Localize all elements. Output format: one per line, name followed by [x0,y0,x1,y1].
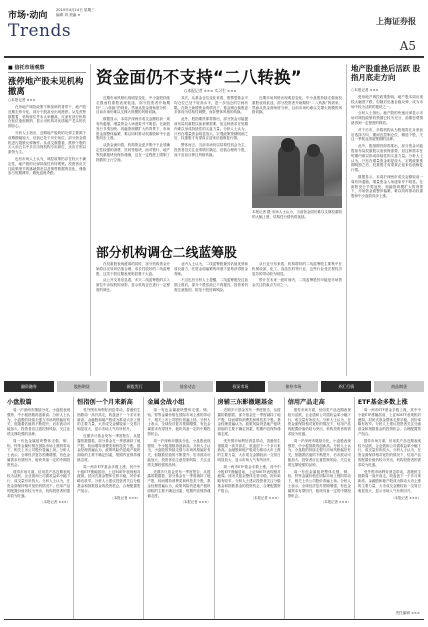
brief-foot: （本报记者 ×××） [391,495,422,500]
main-paragraph: 数据显示，本周沪深两市成交金额较前一周有所萎缩，增量资金入场迹象并不明显。在新股发行节奏加快、再融资规模扩大的背景下，市场资金面整体偏紧，难以同时推动权重股和中小盘股同步上涨。 [96,117,170,141]
brief-text: 周一沪深两市继续分化，小盘股表现强势，中小板指数再创新高。分析人士认为，小盘股的持续走强与市场风格偏好有关，但随着估值的不断提升，后市波动可能加大，投资者应注意控制风险，关注业绩支撑较强的品种。 [287,438,351,467]
brief-text: 债券市场方面，信用类产品近期表现较为活跃，企业债和公司债收益率小幅下行，成交量有所放大。分析人士认为，在资金面保持相对宽松的情况下，信用产品的配置价值仍较为突出，机构投资者的需求较为旺盛。 [357,438,422,467]
index-cell: 权证市场 [216,381,266,392]
brief-text: 近期多只基金发布一季度报告，从披露的数据看，部分基金在一季度减持了地产股，转而增持消费类和科技类个股。基金经理普遍认为，政策风险仍是地产板块面临的主要不确定因素，短期内宜保持谨慎态度。 [217,408,281,436]
left-kicker: ■ 信托市场观察 [8,64,86,73]
main-paragraph: 其次，从基金仓位变化来看，股票型基金平均仓位已处于较高水平，进一步加仓的空间有限。在缺乏新增资金的情况下，基金调仓换股更多体现为结构性调整，而非整体风格的转换。 [174,96,248,115]
brief-foot: （本报记者 ×××） [320,500,351,505]
brief-column [74,397,144,619]
right-byline: ○本报记者 ××× [351,88,379,92]
brief-column [144,397,214,619]
sub-paragraph: 从公开交易信息看，多只二线蓝筹股的买入席位中出现机构身影，显示机构正在进行一定程度的调仓。 [96,278,170,292]
brief-text: 近期多只基金发布一季度报告，从披露的数据看，部分基金在一季度减持了地产股，转而增持消费类和科技类个股。基金经理普遍认为，政策风险仍是地产板块面临的主要不确定因素，短期内宜保持谨慎态度。 [147,469,211,498]
sub-col-3 [252,262,342,288]
brief-title: ETF基金多数上涨 [357,399,408,406]
sub-col-1 [96,262,170,293]
brief-foot: （本报记者 ×××） [110,495,141,500]
brief-text: 周一两市ETF基金多数上涨，其中中小板ETF涨幅居前，上证50ETF表现相对疲弱。封闭式基金整体走势平稳，折价率略有收窄。分析人士建议投资者关注分级基金和指数基金的投资机会，合理配置资产组合。 [77,464,141,493]
trends-wordmark: Trends [8,21,72,41]
right-column [351,86,423,199]
sub-col-2 [174,262,248,293]
photo-caption: 本报记者 摄 市场人士认为，当前资金面仍难以支撑权重股的大幅上涨，结构性行情仍将延续。 [252,210,342,219]
main-paragraph: 近期市场风格出现明显变化，中小盘股持续走强而权重股表现低迷，部分投资者开始期待“二八转换”的到来。然而从资金面角度分析，目前市场仍难以支撑大规模的风格切换。 [252,96,342,115]
right-paragraph: 受房地产调控政策影响，地产股本周出现较大幅度下跌，但随后迅速企稳反弹，成为市场中较为活跃的板块之一。 [351,95,423,109]
main-headline: 资金面仍不支持“二八转换” [96,68,302,87]
brief-text: 周一有色金属板块整体走强，铜、铝、锌等金属价格在国际市场上涨的带动下，相关上市公司股价普遍上扬。分析人士表示，全球经济复苏预期增强，有色金属需求有望回升，板块具备一定的中期投资机会。 [147,408,211,436]
main-col-3-top [252,96,342,115]
section-name: 市场·动向 [8,11,48,21]
photo-desk [252,196,342,208]
index-cell: 外汇行情 [321,381,371,392]
right-paragraph: 数据显示，本周沪深两市成交金额较前一周有所萎缩，增量资金入场迹象并不明显。在新股发行节奏加快、再融资规模扩大的背景下，市场资金面整体偏紧，难以同时推动权重股和中小盘股同步上涨。 [351,174,423,199]
main-paragraph: 整体而言，当前市场仍以结构性机会为主，投资者宜关注业绩增长确定、估值合理的个股，而不宜盲目押注风格转换。 [174,143,248,157]
brief-column [285,397,355,619]
brief-foot: （本报记者 ×××） [40,500,71,505]
brief-foot: （本报记者 ×××） [250,495,281,500]
bottom-rule [4,619,424,620]
right-paragraph: 对于后市，多数机构认为股指将在月底前后选择方向，期间宜控制仓位、精选个股，关注一季报业绩超预期的品种。 [351,127,423,142]
index-cell: 商品期货 [374,381,424,392]
main-col-1 [96,96,170,162]
brief-text: 周一沪深两市继续分化，小盘股表现强势，中小板指数再创新高。分析人士认为，小盘股的持续走强与市场风格偏好有关，但随着估值的不断提升，后市波动可能加大，投资者应注意控制风险，关注业绩支撑较强的品种。 [7,408,71,436]
page-editor: 责任编辑 ××× [395,611,420,615]
brief-title: 恒指创一个月来新高 [77,399,133,406]
brief-text: 周一有色金属板块整体走强，铜、铝、锌等金属价格在国际市场上涨的带动下，相关上市公司股价普遍上扬。分析人士表示，全球经济复苏预期增强，有色金属需求有望回升，板块具备一定的中期投资机会。 [287,469,351,498]
index-cell: 融资融券 [4,381,54,392]
index-cell: 债券市场 [268,381,318,392]
right-title: 地产股重挫后活跃 股指月底走方向 [351,64,421,82]
brief-text: 近期多只基金发布一季度报告，从披露的数据看，部分基金在一季度减持了地产股，转而增持消费类和科技类个股。基金经理普遍认为，政策风险仍是地产板块面临的主要不确定因素，短期内宜保持谨慎态度。 [77,433,141,462]
brief-text: 债券市场方面，信用类产品近期表现较为活跃，企业债和公司债收益率小幅下行，成交量有所放大。分析人士认为，在资金面保持相对宽松的情况下，信用产品的配置价值仍较为突出，机构投资者的需求较为旺盛。 [7,469,71,498]
right-paragraph: 此外，股指期货即将推出，部分资金可能提前布局权重股以备套保需要，但这种需求在短期内难以形成持续性的买盘力量。分析人士认为，只有在增量资金明显放大、宏观政策预期明朗之后，权重股才有望真正迎来估值修复行情。 [351,144,423,173]
left-byline: ○本报记者 ××× [8,98,36,102]
brief-title: 金属会战小组 [147,399,185,406]
editor-line: 编辑 刘 美编 × [56,12,81,17]
index-cell: 新股发行 [110,381,160,392]
brief-text: 受外围市场利好消息带动，香港恒生指数周一高开高走，收盘创下一个多月来新高。金融股和地产股成为推动大市上涨的主要力量，大市成交金额较前一交易日明显放大，显示市场人气有所回升。 [357,469,422,493]
left-paragraph: 分析人士指出，近期地产板块的反弹主要源于前期跌幅较大、估值已处于历史低位，部分资金借机进行超跌反弹操作。从成交数据看，涨停个股的买入前五名中多次出现机构专用席位，卖出方则以游资为主。 [8,130,86,155]
date-line [56,8,136,17]
sub-paragraph: 不过也有分析人士提醒，二线蓝筹股经过前期上涨后，部分个股估值已不再便宜，投资者仍需注意甄别，防范个股回调风险。 [174,278,248,292]
left-title: 涨停地产股未见机构撤离 [8,76,84,96]
main-paragraph: 此外，股指期货即将推出，部分资金可能提前布局权重股以备套保需要，但这种需求在短期内难以形成持续性的买盘力量。分析人士认为，只有在增量资金明显放大、宏观政策预期明朗之后，权重股才有望真正迎来估值修复行情。 [174,117,248,141]
photo-person [278,144,300,204]
sub-paragraph: 业内人士认为，二线蓝筹股兼具估值优势和成长潜力，在资金面偏紧的环境下更易获得资金青睐。 [174,262,248,276]
brief-text: 周一沪深两市继续分化，小盘股表现强势，中小板指数再创新高。分析人士认为，小盘股的持续走强与市场风格偏好有关，但随着估值的不断提升，后市波动可能加大，投资者应注意控制风险，关注业绩支撑较强的品种。 [147,438,211,467]
photo-caption-box [252,210,342,220]
left-column [8,64,86,176]
brief-column [355,397,424,619]
brief-title: 信用产品走高 [287,399,325,406]
news-photo [252,136,342,208]
main-paragraph: 近期市场风格出现明显变化，中小盘股持续走强而权重股表现低迷，部分投资者开始期待“二八转换”的到来。然而从资金面角度分析，目前市场仍难以支撑大规模的风格切换。 [96,96,170,115]
brief-title: 小盘股篇 [7,399,32,406]
photo-person-head [281,138,295,152]
index-cell: 股指期货 [57,381,107,392]
page-header [4,4,424,60]
brief-text: 周一两市ETF基金多数上涨，其中中小板ETF涨幅居前，上证50ETF表现相对疲弱。封闭式基金整体走势平稳，折价率略有收窄。分析人士建议投资者关注分级基金和指数基金的投资机会，合理配置资产组合。 [217,464,281,493]
brief-text: 受外围市场利好消息带动，香港恒生指数周一高开高走，收盘创下一个多月来新高。金融股和地产股成为推动大市上涨的主要力量，大市成交金额较前一交易日明显放大，显示市场人气有所回升。 [217,438,281,462]
newspaper-page [4,4,424,623]
page-number: A5 [399,39,416,53]
main-col-2 [174,96,248,158]
index-cell: 基金动态 [163,381,213,392]
left-paragraph: 在房地产调控政策不断加码的背景下，地产股近期走势分化，部分个股甚至出现涨停。从龙虎榜数据看，机构席位并未大举撤离，反而有部分机构在低位逢低吸纳，显示出机构对优质地产龙头的长期信心。 [8,105,86,129]
right-paragraph: 分析人士指出，地产股的快速反弹显示市场对调控政策的预期已较为充分，前期悲观情绪得到一定程度的释放。 [351,111,423,125]
photo-person-head [307,144,320,157]
header-rule [4,56,424,58]
brief-text: 债券市场方面，信用类产品近期表现较为活跃，企业债和公司债收益率小幅下行，成交量有所放大。分析人士认为，在资金面保持相对宽松的情况下，信用产品的配置价值仍较为突出，机构投资者的需求较为旺盛。 [287,408,351,436]
main-paragraph: 从资金流向看，机构资金更多集中于业绩确定性较强的消费、医药等板块，而对银行、地产等权重板块仍保持谨慎，这在一定程度上限制了指数的上行空间。 [96,143,170,162]
brief-text: 周一有色金属板块整体走强，铜、铝、锌等金属价格在国际市场上涨的带动下，相关上市公司股价普遍上扬。分析人士表示，全球经济复苏预期增强，有色金属需求有望回升，板块具备一定的中期投资机会。 [7,438,71,467]
sub-paragraph: 从行业分布来看，机构增持的二线蓝筹股主要集中在机械设备、化工、食品饮料等行业，这些行业受宏观经济复苏的带动较为明显。 [252,262,342,276]
sub-headline: 部分机构调仓二线蓝筹股 [96,246,237,261]
issue-date: 2010年4月14日 星期三 [56,8,95,12]
left-paragraph: 也有市场人士认为，调控政策仍存在较大不确定性，地产股的反弹持续性有待观察。投资者应关注政策细节的落地情况以及销售数据的变化，谨慎参与短期博弈，避免追涨杀跌。 [8,156,86,176]
column-divider [346,64,347,376]
brief-text: 周一两市ETF基金多数上涨，其中中小板ETF涨幅居前，上证50ETF表现相对疲弱。封闭式基金整体走势平稳，折价率略有收窄。分析人士建议投资者关注分级基金和指数基金的投资机会，合理配置资产组合。 [357,408,422,436]
brief-title: 房辅三东影撤题基金 [217,399,274,406]
column-divider [90,64,91,376]
brief-text: 受外围市场利好消息带动，香港恒生指数周一高开高走，收盘创下一个多月来新高。金融股和地产股成为推动大市上涨的主要力量，大市成交金额较前一交易日明显放大，显示市场人气有所回升。 [77,408,141,432]
brief-foot: （本报记者 ×××） [180,500,211,505]
main-byline: ○本报记者 ××× 实习生 ××× [184,88,237,93]
sub-paragraph: 预计在未来一段时间内，二线蓝筹股仍可能是市场资金关注的重点方向之一。 [252,278,342,288]
sub-paragraph: 在权重股表现疲弱的同时，部分机构资金开始将目光转向估值合理、成长性较好的二线蓝筹股，这类个股近期表现明显强于大盘。 [96,262,170,276]
index-strip [4,381,424,392]
brief-column [4,397,74,619]
paper-name: 上海证券报 [376,17,416,26]
brief-column [215,397,285,619]
briefs-row [4,397,424,619]
